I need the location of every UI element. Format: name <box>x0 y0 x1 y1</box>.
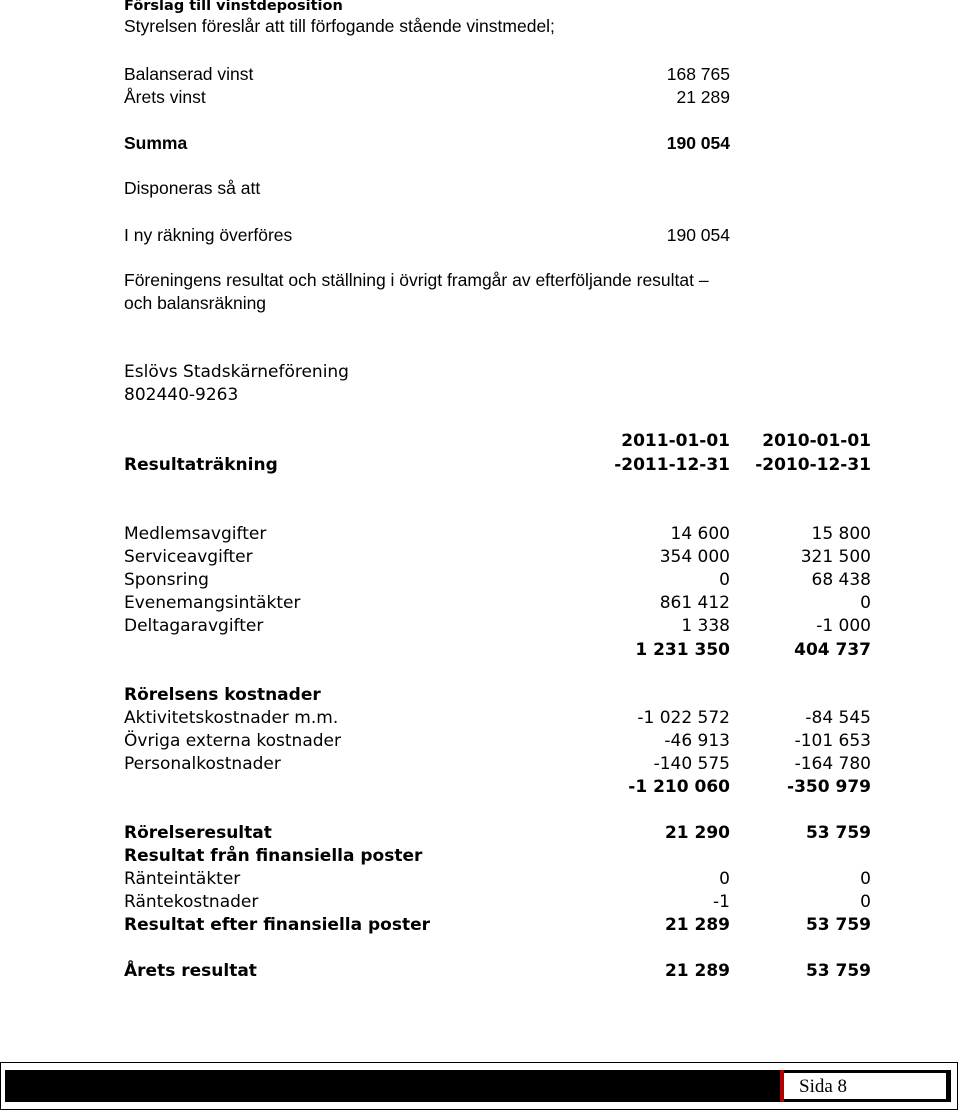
cost-row-value-2010: -101 653 <box>794 731 871 751</box>
cost-row-label: Personalkostnader <box>124 754 281 774</box>
cost-row-value-2011: -140 575 <box>653 754 730 774</box>
cost-row-value-2011: -46 913 <box>664 731 730 751</box>
balanserad-label: Balanserad vinst <box>124 64 254 84</box>
after-financial-2011: 21 289 <box>664 915 730 935</box>
revenue-row-value-2011: 14 600 <box>670 524 730 544</box>
footer-black-band <box>5 1070 951 1102</box>
revenue-row-value-2010: 15 800 <box>811 524 871 544</box>
revenue-row-value-2011: 354 000 <box>659 547 730 567</box>
section-title: Förslag till vinstdeposition <box>124 0 343 14</box>
financial-title: Resultat från finansiella poster <box>124 846 423 866</box>
overfores-value: 190 054 <box>666 225 730 245</box>
disponeras-label: Disponeras så att <box>124 178 261 198</box>
revenue-row-value-2011: 1 338 <box>681 616 730 636</box>
revenue-row-value-2011: 861 412 <box>659 593 730 613</box>
cost-row-label: Aktivitetskostnader m.m. <box>124 708 339 728</box>
period1-start: 2011-01-01 <box>621 431 730 451</box>
financial-row-value-2010: 0 <box>860 869 871 889</box>
cost-row-label: Övriga externa kostnader <box>124 731 341 751</box>
revenue-row-label: Evenemangsintäkter <box>124 593 301 613</box>
income-statement-title: Resultaträkning <box>124 455 278 475</box>
page-number: Sida 8 <box>799 1076 848 1097</box>
financial-row-value-2011: -1 <box>713 892 730 912</box>
revenue-row-value-2010: 68 438 <box>811 570 871 590</box>
revenue-row-label: Sponsring <box>124 570 209 590</box>
revenue-row-value-2010: 0 <box>860 593 871 613</box>
balanserad-value: 168 765 <box>666 64 730 84</box>
summa-value: 190 054 <box>666 133 730 153</box>
revenue-row-label: Medlemsavgifter <box>124 524 267 544</box>
period2-end: -2010-12-31 <box>755 455 871 475</box>
year-result-2011: 21 289 <box>664 961 730 981</box>
arets-vinst-value: 21 289 <box>676 87 730 107</box>
revenue-row-value-2010: 321 500 <box>800 547 871 567</box>
revenue-total-2010: 404 737 <box>794 640 871 660</box>
revenue-total-2011: 1 231 350 <box>635 640 730 660</box>
financial-row-value-2010: 0 <box>860 892 871 912</box>
note-line-1: Föreningens resultat och ställning i övrigt framgår av efterföljande resultat – <box>124 270 709 290</box>
period2-start: 2010-01-01 <box>762 431 871 451</box>
summa-label: Summa <box>124 133 188 153</box>
financial-row-label: Ränteintäkter <box>124 869 241 889</box>
revenue-row-value-2011: 0 <box>719 570 730 590</box>
revenue-row-label: Deltagaravgifter <box>124 616 264 636</box>
cost-row-value-2010: -164 780 <box>794 754 871 774</box>
note-line-2: och balansräkning <box>124 293 267 313</box>
after-financial-label: Resultat efter finansiella poster <box>124 915 430 935</box>
page-number-box <box>784 1070 946 1102</box>
operating-result-2010: 53 759 <box>805 823 871 843</box>
financial-row-label: Räntekostnader <box>124 892 259 912</box>
cost-total-2011: -1 210 060 <box>628 777 730 797</box>
page-footer <box>0 1062 958 1110</box>
overfores-label: I ny räkning överföres <box>124 225 293 245</box>
financial-row-value-2011: 0 <box>719 869 730 889</box>
organization-name: Eslövs Stadskärneförening <box>124 362 349 382</box>
cost-total-2010: -350 979 <box>787 777 871 797</box>
arets-vinst-label: Årets vinst <box>124 87 206 107</box>
year-result-2010: 53 759 <box>805 961 871 981</box>
costs-title: Rörelsens kostnader <box>124 685 321 705</box>
operating-result-label: Rörelseresultat <box>124 823 272 843</box>
after-financial-2010: 53 759 <box>805 915 871 935</box>
operating-result-2011: 21 290 <box>664 823 730 843</box>
intro-text: Styrelsen föreslår att till förfogande stående vinstmedel; <box>124 16 555 36</box>
organization-number: 802440-9263 <box>124 385 239 405</box>
cost-row-value-2010: -84 545 <box>805 708 871 728</box>
cost-row-value-2011: -1 022 572 <box>637 708 730 728</box>
revenue-row-label: Serviceavgifter <box>124 547 253 567</box>
year-result-label: Årets resultat <box>124 961 257 981</box>
period1-end: -2011-12-31 <box>614 455 730 475</box>
revenue-row-value-2010: -1 000 <box>816 616 871 636</box>
